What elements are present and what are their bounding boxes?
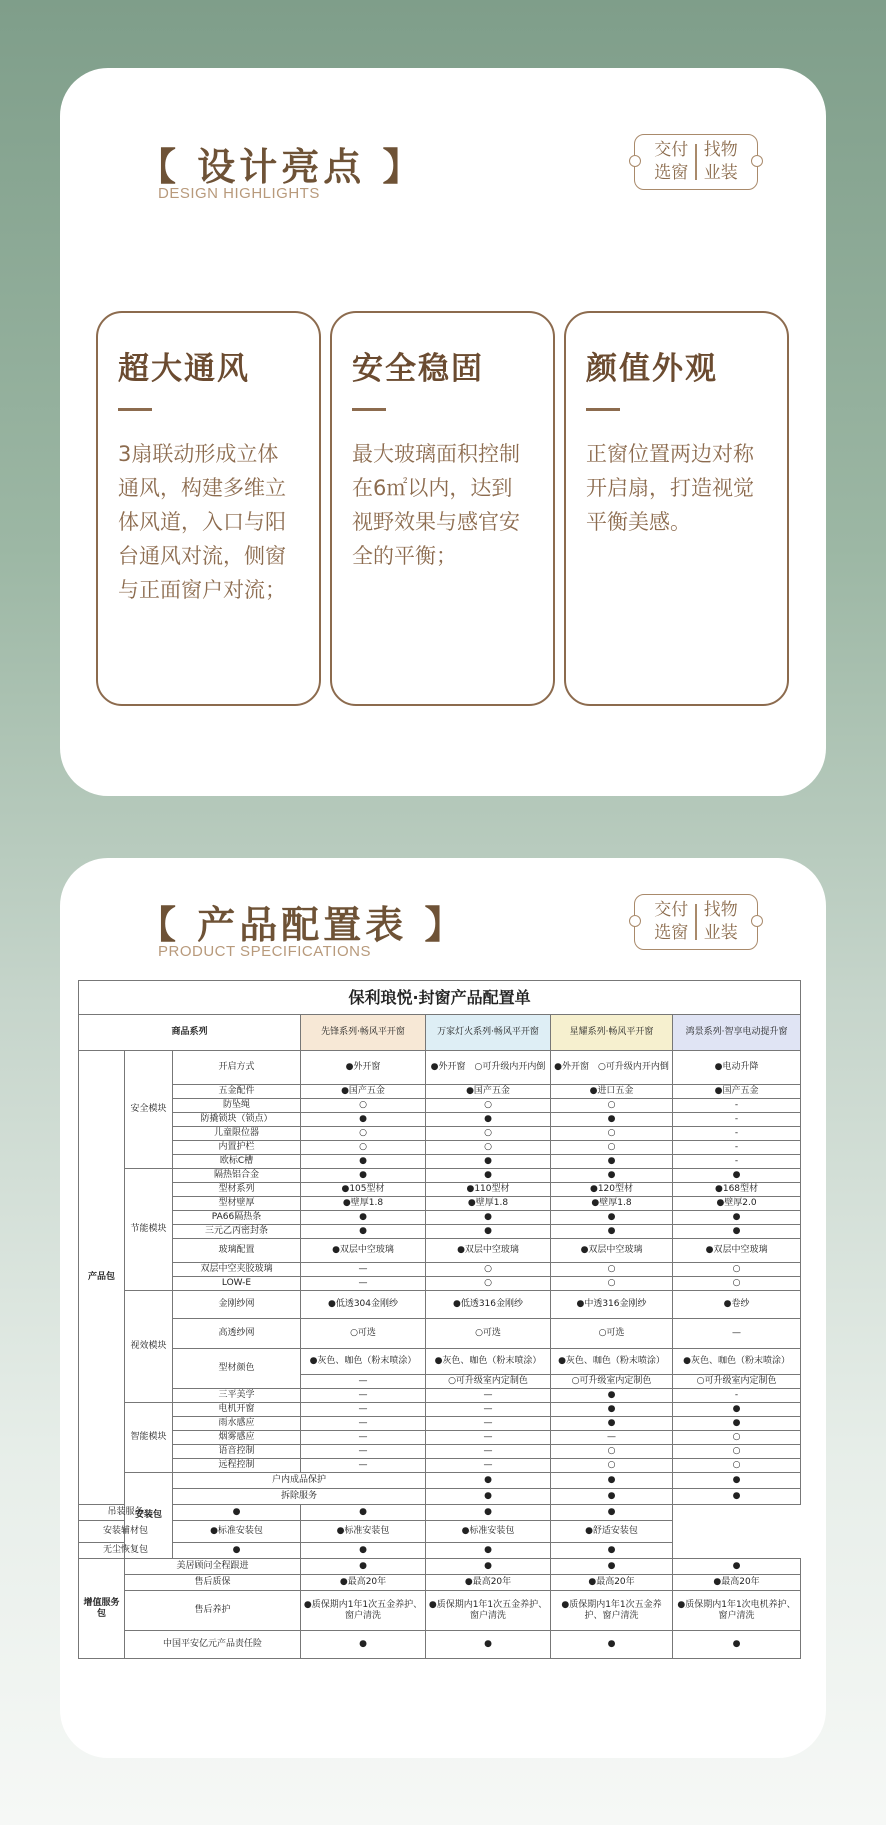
spec-cell: ●卷纱 xyxy=(673,1291,801,1319)
feature-label: 语音控制 xyxy=(173,1445,301,1459)
table-row xyxy=(79,1445,801,1459)
spec-cell: ● xyxy=(551,1225,673,1239)
feature-label: 玻璃配置 xyxy=(173,1239,301,1263)
spec-cell: ●168型材 xyxy=(673,1183,801,1197)
feature-label: 三元乙丙密封条 xyxy=(173,1225,301,1239)
spec-cell: ● xyxy=(551,1403,673,1417)
feature-label: 三平美学 xyxy=(173,1389,301,1403)
spec-cell: ● xyxy=(551,1169,673,1183)
spec-cell: ●最高20年 xyxy=(673,1575,801,1591)
spec-cell: ●电动升降 xyxy=(673,1051,801,1085)
package-label: 安装包 xyxy=(125,1473,173,1559)
feature-label: 内置护栏 xyxy=(173,1141,301,1155)
feature-label: PA66隔热条 xyxy=(173,1211,301,1225)
divider xyxy=(586,408,620,411)
stamp-text: 找物 xyxy=(703,140,738,160)
spec-cell: ● xyxy=(673,1169,801,1183)
spec-cell: — xyxy=(301,1375,426,1389)
table-row xyxy=(79,1263,801,1277)
spec-cell: - xyxy=(673,1155,801,1169)
spec-cell: - xyxy=(673,1141,801,1155)
spec-cell: ● xyxy=(301,1631,426,1659)
spec-cell: ●灰色、咖色（粉末喷涂） xyxy=(551,1349,673,1375)
table-row xyxy=(79,1183,801,1197)
spec-cell: ●国产五金 xyxy=(673,1085,801,1099)
spec-cell: ○ xyxy=(673,1277,801,1291)
spec-cell: ● xyxy=(551,1211,673,1225)
table-row xyxy=(79,1113,801,1127)
highlight-text: 正窗位置两边对称开启扇，打造视觉平衡美感。 xyxy=(586,442,754,534)
stamp-text: 交付 xyxy=(654,900,689,920)
spec-cell: - xyxy=(673,1099,801,1113)
feature-label: 美居顾问全程跟进 xyxy=(125,1559,301,1575)
highlight-text: 3扇联动形成立体通风，构建多维立体风道，入口与阳台通风对流，侧窗与正面窗户对流； xyxy=(118,442,286,602)
spec-cell: ● xyxy=(426,1211,551,1225)
spec-cell: ●低透316金刚纱 xyxy=(426,1291,551,1319)
spec-cell: ●双层中空玻璃 xyxy=(301,1239,426,1263)
section-subtitle: DESIGN HIGHLIGHTS xyxy=(158,185,320,202)
spec-cell: ● xyxy=(673,1211,801,1225)
spec-cell: ● xyxy=(551,1155,673,1169)
highlight-heading: 颜值外观 xyxy=(586,351,718,387)
spec-cell: — xyxy=(426,1403,551,1417)
spec-cell: ●质保期内1年1次五金养护、窗户清洗 xyxy=(551,1591,673,1631)
stamp-text: 业装 xyxy=(703,163,738,183)
spec-cell: ● xyxy=(551,1473,673,1489)
spec-cell: ●最高20年 xyxy=(301,1575,426,1591)
spec-cell: ● xyxy=(301,1113,426,1127)
spec-cell: ● xyxy=(551,1559,673,1575)
table-row xyxy=(79,1489,801,1505)
table-row xyxy=(79,1319,801,1349)
table-row xyxy=(79,1197,801,1211)
module-label: 节能模块 xyxy=(125,1169,173,1291)
table-row xyxy=(79,1169,801,1183)
spec-cell: ● xyxy=(551,1113,673,1127)
feature-label: 隔热铝合金 xyxy=(173,1169,301,1183)
table-row xyxy=(79,1277,801,1291)
spec-table-container xyxy=(78,980,800,1659)
table-row xyxy=(79,1127,801,1141)
feature-label: 雨水感应 xyxy=(173,1417,301,1431)
spec-cell: — xyxy=(301,1417,426,1431)
series-header-label: 商品系列 xyxy=(79,1015,301,1051)
spec-cell: ○ xyxy=(551,1099,673,1113)
spec-cell: ●舒适安装包 xyxy=(551,1521,673,1543)
spec-cell: ● xyxy=(673,1225,801,1239)
spec-cell: ●最高20年 xyxy=(426,1575,551,1591)
spec-cell: ● xyxy=(426,1225,551,1239)
section-title: 【 产品配置表 】 xyxy=(138,902,467,947)
spec-cell: ●壁厚1.8 xyxy=(426,1197,551,1211)
spec-cell: ●国产五金 xyxy=(426,1085,551,1099)
series-header: 鸿景系列·智享电动提升窗 xyxy=(673,1015,801,1051)
table-row xyxy=(79,1431,801,1445)
spec-cell: ○可升级室内定制色 xyxy=(551,1375,673,1389)
feature-label: 拆除服务 xyxy=(173,1489,426,1505)
spec-cell: ○ xyxy=(301,1099,426,1113)
spec-cell: ○ xyxy=(426,1141,551,1155)
feature-label: 烟雾感应 xyxy=(173,1431,301,1445)
spec-cell: ○可升级室内定制色 xyxy=(673,1375,801,1389)
spec-cell: ● xyxy=(301,1559,426,1575)
spec-cell: ● xyxy=(301,1155,426,1169)
spec-cell: — xyxy=(426,1417,551,1431)
spec-cell: ●中透316金刚纱 xyxy=(551,1291,673,1319)
table-row xyxy=(79,1403,801,1417)
spec-cell: ●标准安装包 xyxy=(301,1521,426,1543)
design-highlights-card xyxy=(60,68,826,796)
table-row xyxy=(79,1051,801,1085)
spec-cell: ●双层中空玻璃 xyxy=(673,1239,801,1263)
spec-cell: ○ xyxy=(673,1445,801,1459)
spec-cell: ● xyxy=(426,1113,551,1127)
spec-cell: — xyxy=(426,1389,551,1403)
spec-cell: ●105型材 xyxy=(301,1183,426,1197)
spec-cell: ●灰色、咖色（粉末喷涂） xyxy=(673,1349,801,1375)
package-label: 增值服务包 xyxy=(79,1559,125,1659)
spec-cell: ●灰色、咖色（粉末喷涂） xyxy=(426,1349,551,1375)
feature-label: 五金配件 xyxy=(173,1085,301,1099)
spec-cell: ●110型材 xyxy=(426,1183,551,1197)
spec-cell: — xyxy=(301,1459,426,1473)
spec-cell: ●外开窗 ○可升级内开内倒 xyxy=(551,1051,673,1085)
spec-cell: ○ xyxy=(551,1277,673,1291)
spec-cell: ○ xyxy=(551,1141,673,1155)
divider xyxy=(352,408,386,411)
spec-cell: ○可升级室内定制色 xyxy=(426,1375,551,1389)
table-row xyxy=(79,1349,801,1375)
spec-cell: ● xyxy=(426,1631,551,1659)
spec-cell: ● xyxy=(426,1473,551,1489)
stamp-text: 选窗 xyxy=(654,923,689,943)
spec-cell: ○ xyxy=(426,1277,551,1291)
spec-cell: — xyxy=(301,1431,426,1445)
highlight-heading: 超大通风 xyxy=(118,351,250,387)
brand-stamp-logo xyxy=(634,894,758,950)
feature-label: 户内成品保护 xyxy=(173,1473,426,1489)
spec-cell: - xyxy=(673,1389,801,1403)
section-subtitle: PRODUCT SPECIFICATIONS xyxy=(158,943,371,960)
spec-cell: ○ xyxy=(426,1127,551,1141)
spec-cell: — xyxy=(426,1459,551,1473)
spec-cell: ● xyxy=(673,1559,801,1575)
feature-label: 双层中空夹胶玻璃 xyxy=(173,1263,301,1277)
spec-cell: ○可选 xyxy=(551,1319,673,1349)
feature-label: 型材系列 xyxy=(173,1183,301,1197)
spec-cell: ●壁厚1.8 xyxy=(551,1197,673,1211)
spec-cell: ○可选 xyxy=(301,1319,426,1349)
feature-label: 中国平安亿元产品责任险 xyxy=(125,1631,301,1659)
table-row xyxy=(79,1239,801,1263)
divider xyxy=(118,408,152,411)
spec-cell: ○ xyxy=(673,1431,801,1445)
spec-table xyxy=(78,980,801,1659)
spec-cell: ● xyxy=(673,1403,801,1417)
spec-cell: ○ xyxy=(551,1263,673,1277)
module-label: 安全模块 xyxy=(125,1051,173,1169)
spec-cell: ●120型材 xyxy=(551,1183,673,1197)
spec-cell: ●质保期内1年1次电机养护、窗户清洗 xyxy=(673,1591,801,1631)
stamp-text: 业装 xyxy=(703,923,738,943)
spec-cell: ○ xyxy=(301,1127,426,1141)
table-row xyxy=(79,1417,801,1431)
spec-cell: ○可选 xyxy=(426,1319,551,1349)
spec-cell: — xyxy=(301,1389,426,1403)
spec-cell: ● xyxy=(551,1389,673,1403)
spec-cell: ● xyxy=(426,1155,551,1169)
spec-cell: ● xyxy=(426,1559,551,1575)
spec-cell: ● xyxy=(173,1505,301,1521)
spec-cell: ● xyxy=(301,1543,426,1559)
spec-cell: — xyxy=(673,1319,801,1349)
table-title: 保利琅悦·封窗产品配置单 xyxy=(79,981,801,1015)
series-header: 先锋系列·畅风平开窗 xyxy=(301,1015,426,1051)
feature-label: 型材颜色 xyxy=(173,1349,301,1389)
spec-cell: ●质保期内1年1次五金养护、窗户清洗 xyxy=(301,1591,426,1631)
feature-label: 型材壁厚 xyxy=(173,1197,301,1211)
series-header: 万家灯火系列·畅风平开窗 xyxy=(426,1015,551,1051)
spec-cell: ● xyxy=(301,1211,426,1225)
table-row xyxy=(79,1291,801,1319)
table-row xyxy=(79,1225,801,1239)
feature-label: 防撬锁块（锁点） xyxy=(173,1113,301,1127)
feature-label: 金刚纱网 xyxy=(173,1291,301,1319)
spec-cell: ○ xyxy=(673,1459,801,1473)
series-header: 星耀系列·畅风平开窗 xyxy=(551,1015,673,1051)
spec-cell: ●进口五金 xyxy=(551,1085,673,1099)
feature-label: 开启方式 xyxy=(173,1051,301,1085)
spec-cell: - xyxy=(673,1127,801,1141)
feature-label: 儿童限位器 xyxy=(173,1127,301,1141)
product-specs-card xyxy=(60,858,826,1758)
feature-label: 防坠绳 xyxy=(173,1099,301,1113)
spec-cell: — xyxy=(301,1277,426,1291)
table-row xyxy=(79,1141,801,1155)
spec-cell: ○ xyxy=(301,1141,426,1155)
feature-label: 电机开窗 xyxy=(173,1403,301,1417)
table-row xyxy=(79,1473,801,1489)
stamp-text: 选窗 xyxy=(654,163,689,183)
table-row xyxy=(79,1575,801,1591)
spec-cell: ○ xyxy=(673,1263,801,1277)
spec-cell: ●质保期内1年1次五金养护、窗户清洗 xyxy=(426,1591,551,1631)
stamp-text: 找物 xyxy=(703,900,738,920)
feature-label: 无尘恢复包 xyxy=(79,1543,173,1559)
spec-cell: — xyxy=(301,1403,426,1417)
spec-cell: ●标准安装包 xyxy=(173,1521,301,1543)
table-row xyxy=(79,1211,801,1225)
spec-cell: ● xyxy=(673,1473,801,1489)
spec-cell: ● xyxy=(551,1631,673,1659)
feature-label: 售后质保 xyxy=(125,1575,301,1591)
brand-stamp-logo xyxy=(634,134,758,190)
table-row xyxy=(79,1505,801,1521)
spec-cell: ● xyxy=(551,1505,673,1521)
feature-label: 安装辅材包 xyxy=(79,1521,173,1543)
feature-label: 售后养护 xyxy=(125,1591,301,1631)
spec-cell: — xyxy=(551,1431,673,1445)
spec-cell: ●外开窗 xyxy=(301,1051,426,1085)
spec-cell: ●壁厚1.8 xyxy=(301,1197,426,1211)
highlight-heading: 安全稳固 xyxy=(352,351,484,387)
section-title: 【 设计亮点 】 xyxy=(138,144,425,189)
spec-cell: ● xyxy=(426,1489,551,1505)
table-row xyxy=(79,1099,801,1113)
spec-cell: ●国产五金 xyxy=(301,1085,426,1099)
spec-cell: ●最高20年 xyxy=(551,1575,673,1591)
spec-cell: ●低透304金刚纱 xyxy=(301,1291,426,1319)
highlight-card-appearance xyxy=(564,311,789,706)
module-label: 视效模块 xyxy=(125,1291,173,1403)
spec-cell: ●外开窗 ○可升级内开内倒 xyxy=(426,1051,551,1085)
highlight-card-safety xyxy=(330,311,555,706)
feature-label: LOW-E xyxy=(173,1277,301,1291)
spec-cell: ● xyxy=(551,1489,673,1505)
table-row xyxy=(79,1155,801,1169)
spec-cell: ○ xyxy=(551,1127,673,1141)
spec-cell: ● xyxy=(301,1169,426,1183)
spec-cell: - xyxy=(673,1113,801,1127)
table-row xyxy=(79,1631,801,1659)
spec-cell: — xyxy=(301,1263,426,1277)
spec-cell: ●双层中空玻璃 xyxy=(551,1239,673,1263)
feature-label: 欧标C槽 xyxy=(173,1155,301,1169)
table-row xyxy=(79,1521,801,1543)
table-row xyxy=(79,1459,801,1473)
feature-label: 吊装服务 xyxy=(79,1505,173,1521)
table-row xyxy=(79,1543,801,1559)
spec-cell: ●灰色、咖色（粉末喷涂） xyxy=(301,1349,426,1375)
spec-cell: ● xyxy=(301,1225,426,1239)
spec-cell: ●双层中空玻璃 xyxy=(426,1239,551,1263)
spec-cell: ○ xyxy=(426,1099,551,1113)
spec-cell: ● xyxy=(673,1417,801,1431)
spec-cell: ○ xyxy=(551,1445,673,1459)
stamp-text: 交付 xyxy=(654,140,689,160)
feature-label: 远程控制 xyxy=(173,1459,301,1473)
table-row xyxy=(79,1591,801,1631)
spec-cell: ● xyxy=(551,1543,673,1559)
spec-cell: ○ xyxy=(551,1459,673,1473)
spec-cell: ●壁厚2.0 xyxy=(673,1197,801,1211)
spec-cell: ● xyxy=(301,1505,426,1521)
table-row xyxy=(79,1085,801,1099)
spec-cell: ● xyxy=(426,1543,551,1559)
spec-cell: ● xyxy=(426,1505,551,1521)
spec-cell: — xyxy=(426,1445,551,1459)
spec-cell: ● xyxy=(551,1417,673,1431)
highlight-card-ventilation xyxy=(96,311,321,706)
spec-cell: ● xyxy=(673,1631,801,1659)
spec-cell: ● xyxy=(673,1489,801,1505)
spec-cell: ● xyxy=(426,1169,551,1183)
spec-cell: ●标准安装包 xyxy=(426,1521,551,1543)
spec-cell: ○ xyxy=(426,1263,551,1277)
table-row xyxy=(79,1389,801,1403)
table-row xyxy=(79,1559,801,1575)
package-label: 产品包 xyxy=(79,1051,125,1505)
spec-cell: — xyxy=(301,1445,426,1459)
spec-cell: ● xyxy=(173,1543,301,1559)
highlight-text: 最大玻璃面积控制在6㎡以内，达到视野效果与感官安全的平衡； xyxy=(352,442,520,568)
spec-cell: — xyxy=(426,1431,551,1445)
module-label: 智能模块 xyxy=(125,1403,173,1473)
feature-label: 高透纱网 xyxy=(173,1319,301,1349)
